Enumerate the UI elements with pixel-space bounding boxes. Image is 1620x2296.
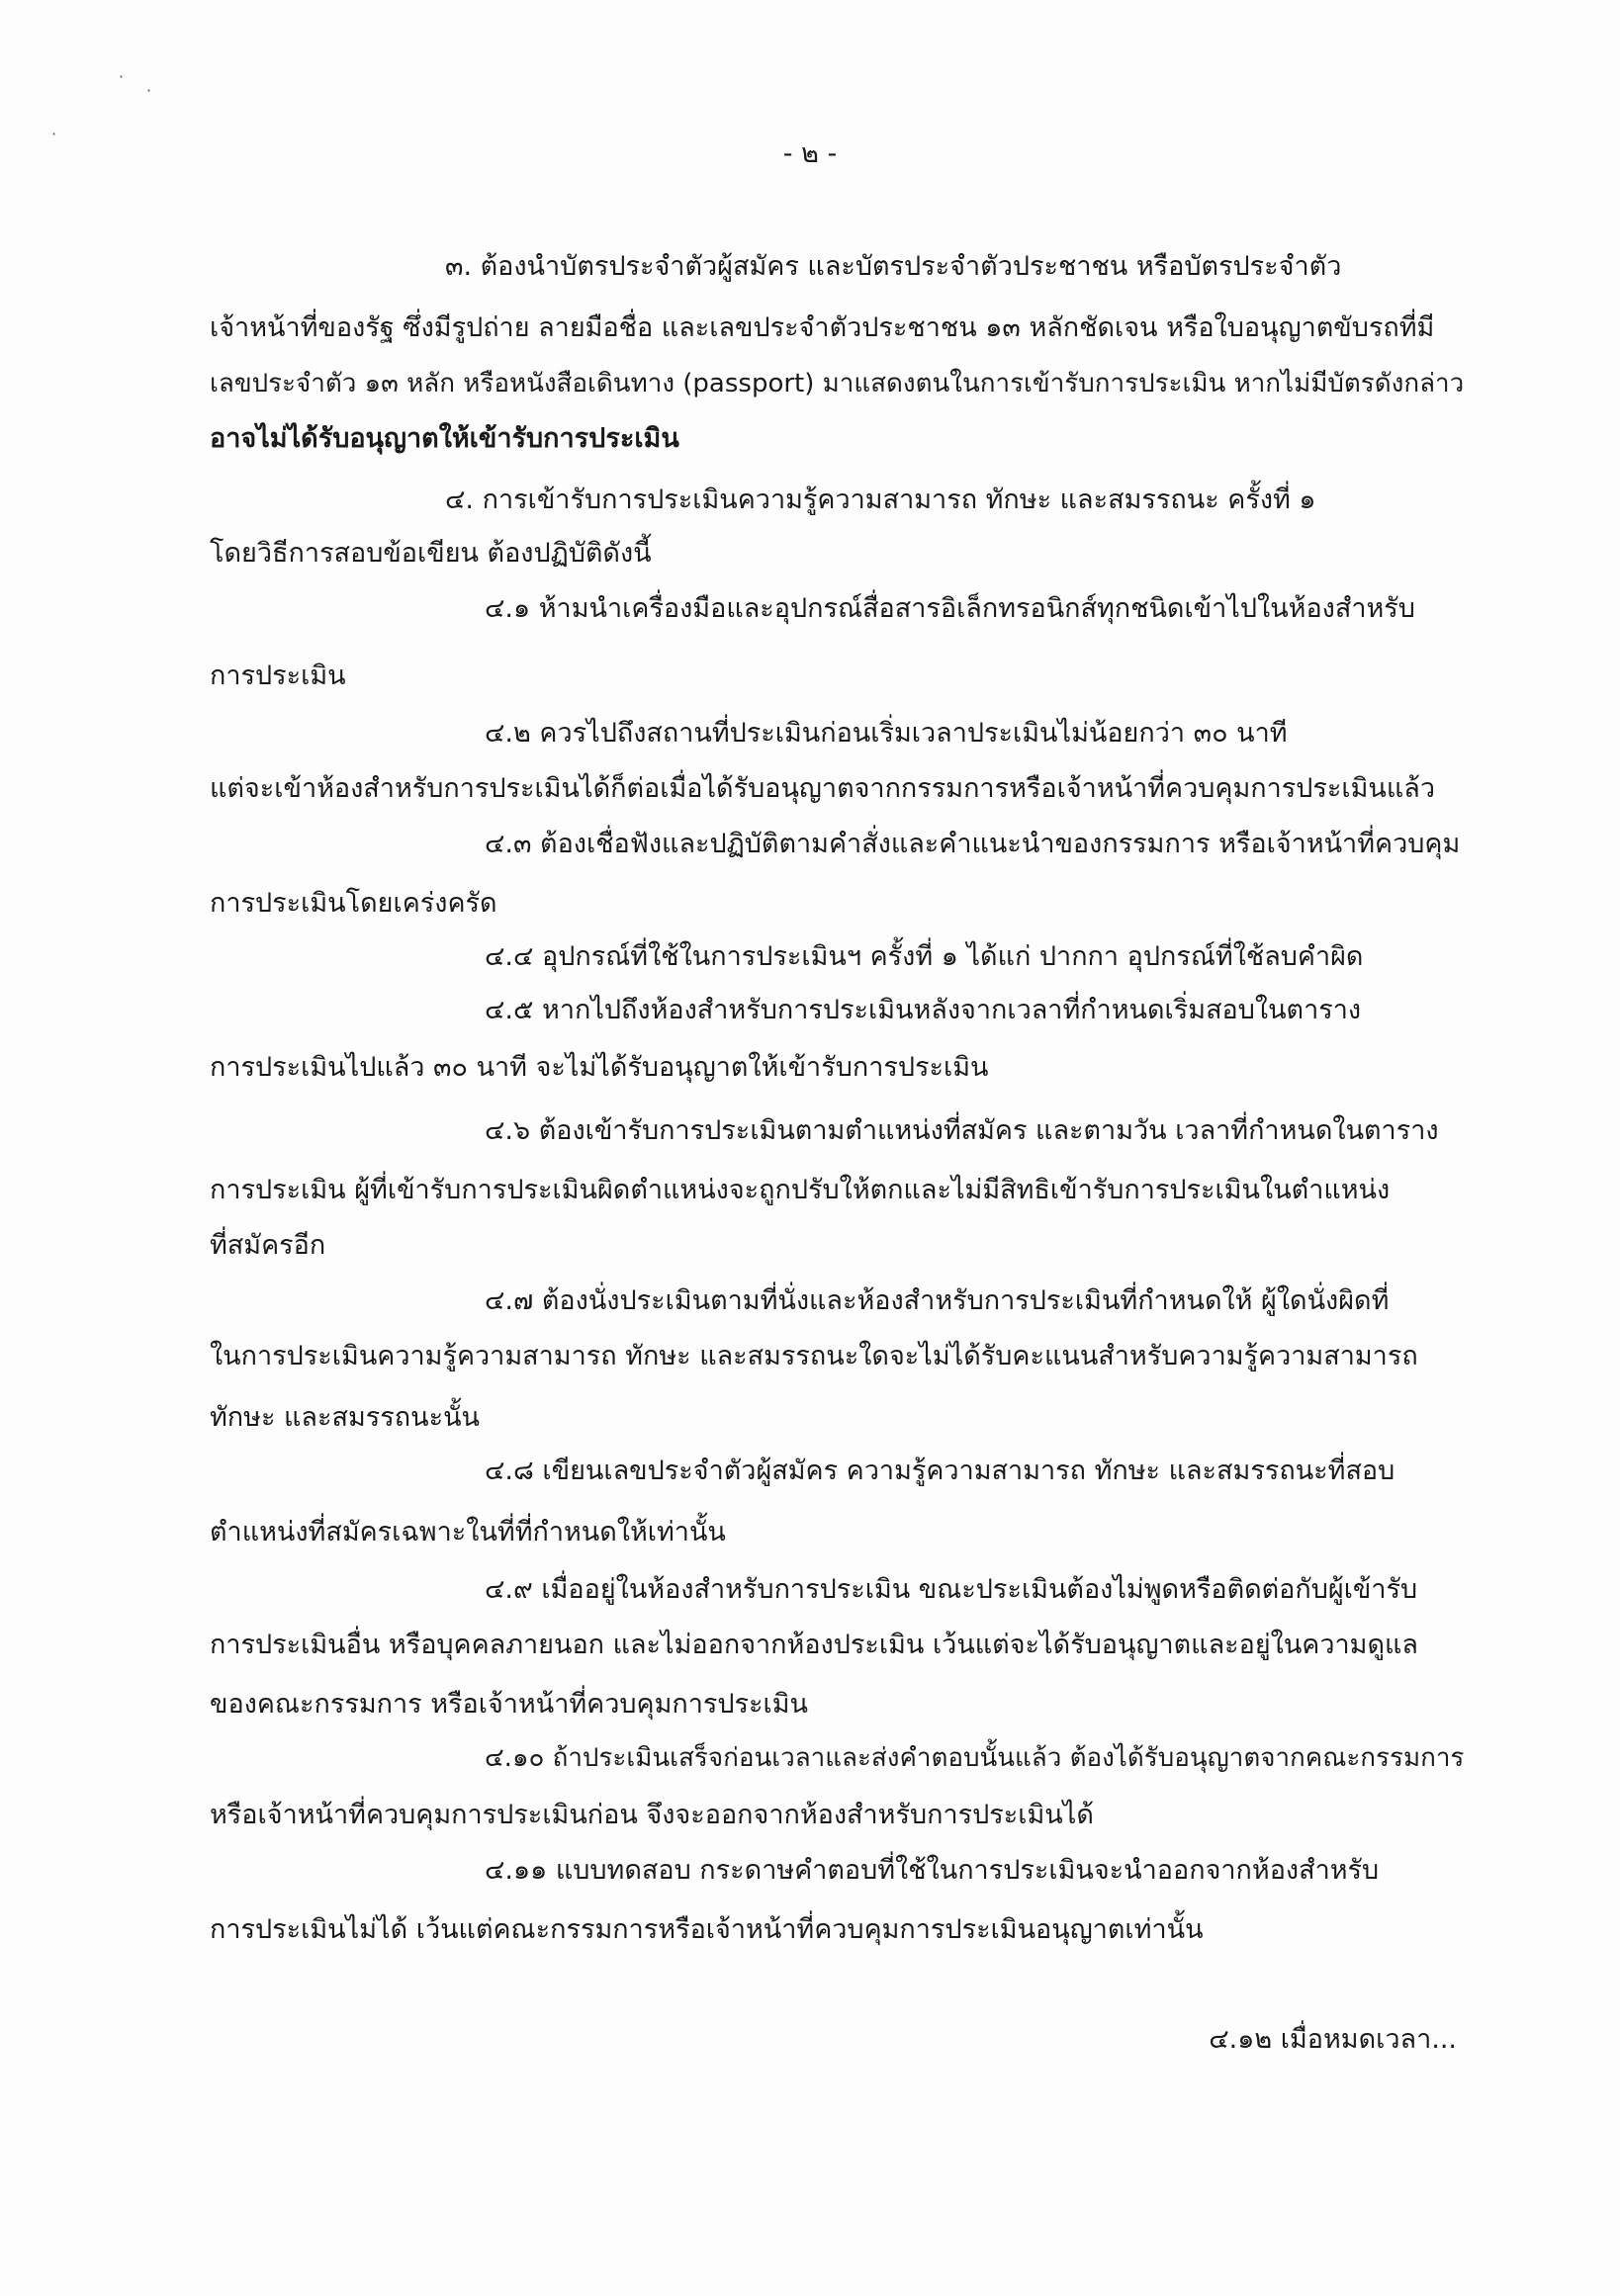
sub-4-9-line3: ของคณะกรรมการ หรือเจ้าหน้าที่ควบคุมการประเมิน <box>210 1689 809 1720</box>
sub-4-9-line2: การประเมินอื่น หรือบุคคลภายนอก และไม่ออกจากห้องประเมิน เว้นแต่จะได้รับอนุญาตและอยู่ในความดูแล <box>210 1630 1418 1660</box>
sub-4-2-line1: ๔.๒ ควรไปถึงสถานที่ประเมินก่อนเริ่มเวลาประเมินไม่น้อยกว่า ๓๐ นาที <box>485 718 1288 749</box>
sub-4-2-line2: แต่จะเข้าห้องสำหรับการประเมินได้ก็ต่อเมื่อได้รับอนุญาตจากกรรมการหรือเจ้าหน้าที่ควบคุมการประเมินแล้ว <box>210 773 1435 804</box>
sub-4-11-line2: การประเมินไม่ได้ เว้นแต่คณะกรรมการหรือเจ้าหน้าที่ควบคุมการประเมินอนุญาตเท่านั้น <box>210 1914 1204 1945</box>
item4-line1: ๔. การเข้ารับการประเมินความรู้ความสามารถ ทักษะ และสมรรถนะ ครั้งที่ ๑ <box>445 485 1316 515</box>
sub-4-7-line3: ทักษะ และสมรรถนะนั้น <box>210 1402 480 1433</box>
sub-4-1-line2: การประเมิน <box>210 661 346 691</box>
scan-artifact: · <box>146 81 152 100</box>
sub-4-7-line2: ในการประเมินความรู้ความสามารถ ทักษะ และสมรรถนะใดจะไม่ได้รับคะแนนสำหรับความรู้ความสามารถ <box>210 1341 1418 1371</box>
sub-4-9-line1: ๔.๙ เมื่ออยู่ในห้องสำหรับการประเมิน ขณะประเมินต้องไม่พูดหรือติดต่อกับผู้เข้ารับ <box>485 1574 1418 1605</box>
continuation-note: ๔.๑๒ เมื่อหมดเวลา... <box>1209 2024 1457 2055</box>
sub-4-7-line1: ๔.๗ ต้องนั่งประเมินตามที่นั่งและห้องสำหรับการประเมินที่กำหนดให้ ผู้ใดนั่งผิดที่ <box>485 1285 1390 1316</box>
sub-4-11-line1: ๔.๑๑ แบบทดสอบ กระดาษคำตอบที่ใช้ในการประเมินจะนำออกจากห้องสำหรับ <box>485 1855 1380 1886</box>
sub-4-5-line1: ๔.๕ หากไปถึงห้องสำหรับการประเมินหลังจากเวลาที่กำหนดเริ่มสอบในตาราง <box>485 995 1362 1025</box>
item3-line2: เจ้าหน้าที่ของรัฐ ซึ่งมีรูปถ่าย ลายมือชื่อ และเลขประจำตัวประชาชน ๑๓ หลักชัดเจน หรือใบอนุญาตขับรถที่มี <box>210 312 1435 343</box>
sub-4-6-line1: ๔.๖ ต้องเข้ารับการประเมินตามตำแหน่งที่สมัคร และตามวัน เวลาที่กำหนดในตาราง <box>485 1115 1439 1146</box>
sub-4-1-line1: ๔.๑ ห้ามนำเครื่องมือและอุปกรณ์สื่อสารอิเล็กทรอนิกส์ทุกชนิดเข้าไปในห้องสำหรับ <box>485 593 1415 624</box>
sub-4-10-line1: ๔.๑๐ ถ้าประเมินเสร็จก่อนเวลาและส่งคำตอบนั้นแล้ว ต้องได้รับอนุญาตจากคณะกรรมการ <box>485 1743 1465 1773</box>
scan-artifact: · <box>119 67 125 86</box>
item3-line4: อาจไม่ได้รับอนุญาตให้เข้ารับการประเมิน <box>210 423 679 454</box>
sub-4-8-line2: ตำแหน่งที่สมัครเฉพาะในที่ที่กำหนดให้เท่านั้น <box>210 1517 726 1547</box>
page-number: - ๒ - <box>782 138 838 169</box>
item3-line1: ๓. ต้องนำบัตรประจำตัวผู้สมัคร และบัตรประจำตัวประชาชน หรือบัตรประจำตัว <box>445 251 1342 282</box>
sub-4-6-line3: ที่สมัครอีก <box>210 1230 326 1261</box>
sub-4-4-line1: ๔.๔ อุปกรณ์ที่ใช้ในการประเมินฯ ครั้งที่ ๑ ได้แก่ ปากกา อุปกรณ์ที่ใช้ลบคำผิด <box>485 941 1364 972</box>
item3-line3: เลขประจำตัว ๑๓ หลัก หรือหนังสือเดินทาง (passport) มาแสดงตนในการเข้ารับการประเมิน หากไม่มีบัตรดังกล่าว <box>210 369 1465 398</box>
sub-4-10-line2: หรือเจ้าหน้าที่ควบคุมการประเมินก่อน จึงจะออกจากห้องสำหรับการประเมินได้ <box>210 1800 1094 1830</box>
sub-4-3-line1: ๔.๓ ต้องเชื่อฟังและปฏิบัติตามคำสั่งและคำแนะนำของกรรมการ หรือเจ้าหน้าที่ควบคุม <box>485 829 1461 859</box>
sub-4-3-line2: การประเมินโดยเคร่งครัด <box>210 888 497 919</box>
item4-line2: โดยวิธีการสอบข้อเขียน ต้องปฏิบัติดังนี้ <box>210 538 652 569</box>
sub-4-8-line1: ๔.๘ เขียนเลขประจำตัวผู้สมัคร ความรู้ความสามารถ ทักษะ และสมรรถนะที่สอบ <box>485 1456 1395 1486</box>
scan-artifact: · <box>51 125 57 143</box>
sub-4-6-line2: การประเมิน ผู้ที่เข้ารับการประเมินผิดตำแหน่งจะถูกปรับให้ตกและไม่มีสิทธิเข้ารับการประเมินในตำแหน่ง <box>210 1175 1391 1205</box>
sub-4-5-line2: การประเมินไปแล้ว ๓๐ นาที จะไม่ได้รับอนุญาตให้เข้ารับการประเมิน <box>210 1052 989 1083</box>
